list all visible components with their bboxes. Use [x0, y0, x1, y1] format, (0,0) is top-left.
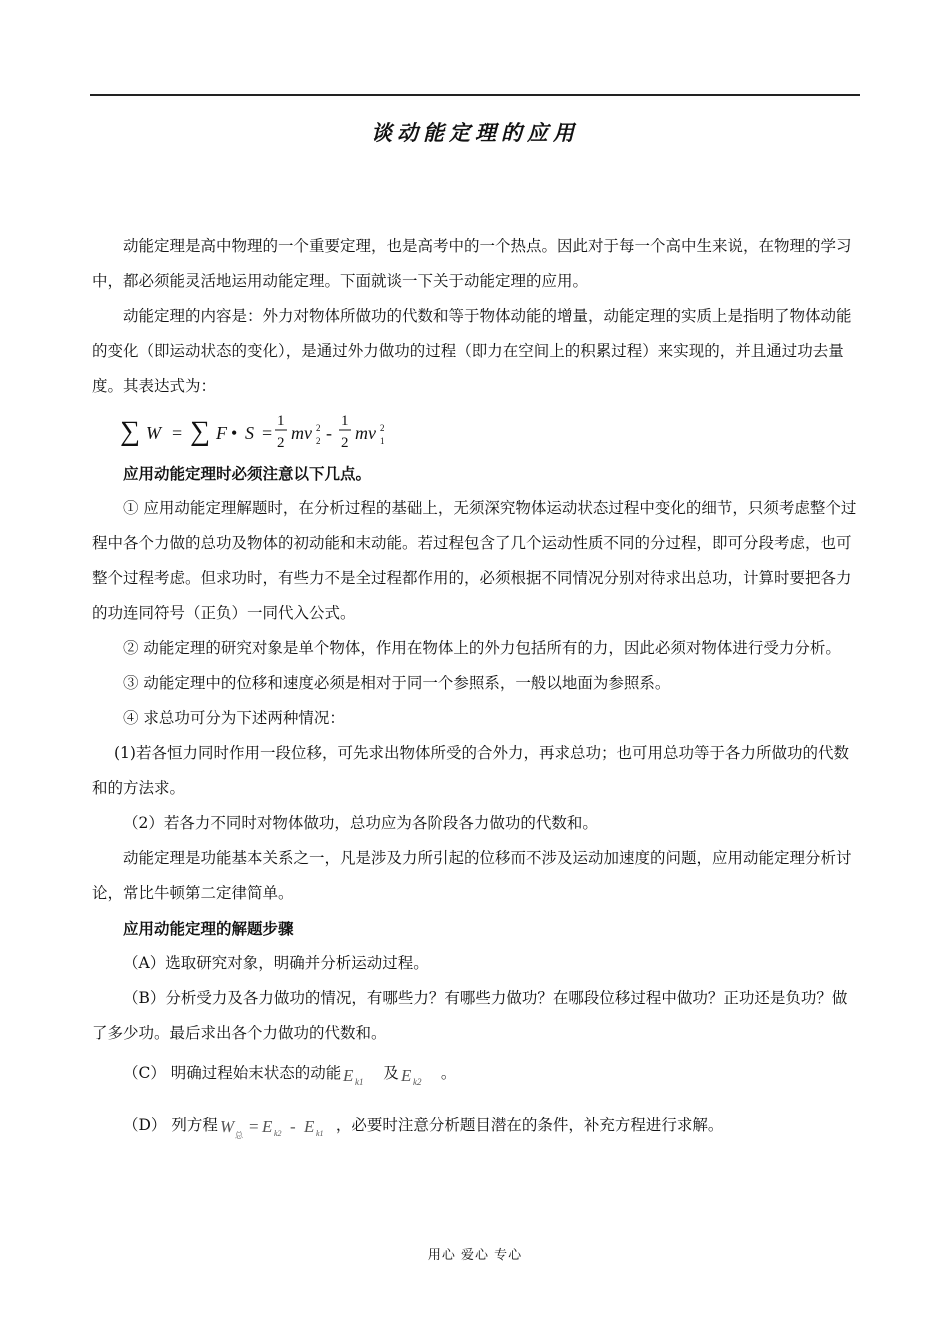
- equation-subscript-k1: k1: [315, 1129, 324, 1138]
- note-3: ③ 动能定理中的位移和速度必须是相对于同一个参照系，一般以地面为参照系。: [123, 674, 671, 692]
- formula-svg: [120, 404, 440, 456]
- equation-subscript-k2: k2: [273, 1129, 282, 1138]
- step-d-suffix: ，必要时注意分析题目潜在的条件，补充方程进行求解。: [335, 1116, 724, 1134]
- document-title: 谈动能定理的应用: [371, 120, 579, 145]
- step-c: [92, 1051, 862, 1095]
- step-d: [92, 1103, 862, 1147]
- equation-minus: -: [289, 1117, 296, 1136]
- steps-heading: 应用动能定理的解题步骤: [123, 919, 294, 938]
- total-subscript: 总: [234, 1131, 243, 1140]
- kinetic-energy-initial: [341, 1059, 383, 1089]
- step-b: （B）分析受力及各力做功的情况，有哪些力？有哪些力做功？在哪段位移过程中做功？正功还是负功？做了多少功。最后求出各个力做功的代数和。: [92, 989, 848, 1042]
- fraction-numerator-2: 1: [341, 413, 349, 429]
- fraction-denominator: 2: [277, 435, 285, 451]
- equation-energy-final: E: [261, 1117, 273, 1136]
- energy-subscript-2: k2: [412, 1077, 422, 1087]
- note-4: ④ 求总功可分为下述两种情况：: [123, 709, 345, 727]
- mv-initial: mv: [355, 423, 376, 443]
- kinetic-energy-final: [399, 1059, 441, 1089]
- displacement-symbol: S: [245, 423, 254, 443]
- work-energy-equation: [218, 1110, 336, 1142]
- step-d-prefix: （D） 列方程: [123, 1116, 218, 1134]
- paragraph-content: 动能定理的内容是：外力对物体所做功的代数和等于物体动能的增量，动能定理的实质上是指明了物体动能的变化（即运动状态的变化），是通过外力做功的过程（即力在空间上的积累过程）来实现的，并且通过功去量度。其表达式为：: [92, 307, 852, 395]
- equals-sign-2: =: [262, 423, 273, 443]
- superscript-initial: 2: [380, 423, 385, 433]
- page-footer: 用心 爱心 专心: [427, 1248, 523, 1263]
- paragraph-intro: 动能定理是高中物理的一个重要定理，也是高考中的一个热点。因此对于每一个高中生来说，在物理的学习中，都必须能灵活地运用动能定理。下面就谈一下关于动能定理的应用。: [92, 237, 852, 290]
- summary: 动能定理是功能基本关系之一，凡是涉及力所引起的位移而不涉及运动加速度的问题，应用动能定理分析讨论，常比牛顿第二定律简单。: [92, 849, 852, 902]
- case-2: （2）若各力不同时对物体做功，总功应为各阶段各力做功的代数和。: [123, 814, 598, 832]
- equals-sign: =: [172, 423, 183, 443]
- sum-symbol-2: ∑: [190, 416, 210, 447]
- energy-symbol-2: E: [400, 1066, 412, 1085]
- notes-heading: 应用动能定理时必须注意以下几点。: [123, 464, 372, 483]
- document-body: [92, 229, 862, 1147]
- sum-symbol: ∑: [120, 416, 140, 447]
- case-1: (1)若各恒力同时作用一段位移，可先求出物体所受的合外力，再求总功；也可用总功等于各力所做功的代数和的方法求。: [92, 744, 849, 797]
- step-c-prefix: （C） 明确过程始末状态的动能: [123, 1064, 342, 1082]
- subscript-final: 2: [316, 436, 321, 446]
- fraction-denominator-2: 2: [341, 435, 349, 451]
- step-c-and: 及: [383, 1064, 399, 1082]
- top-rule: [90, 94, 860, 96]
- subscript-initial: 1: [380, 436, 385, 446]
- energy-subscript: k1: [355, 1077, 364, 1087]
- mv-final: mv: [291, 423, 312, 443]
- equation-energy-initial: E: [303, 1117, 315, 1136]
- step-a: （A）选取研究对象，明确并分析运动过程。: [123, 954, 429, 972]
- energy-symbol: E: [343, 1066, 354, 1085]
- note-1: ① 应用动能定理解题时，在分析过程的基础上，无须深究物体运动状态过程中变化的细节，只须考虑整个过程中各个力做的总功及物体的初动能和末动能。若过程包含了几个运动性质不同的分过程，即可分段考虑，也可整个过程考虑。但求功时，有些力不是全过程都作用的，必须根据不同情况分别对待求出总功，计算时要把各力的功连同符号（正负）一同代入公式。: [92, 499, 857, 622]
- superscript-final: 2: [316, 423, 321, 433]
- minus-sign: -: [326, 423, 332, 443]
- step-c-end: 。: [440, 1064, 457, 1082]
- dot-operator: •: [231, 423, 238, 443]
- kinetic-energy-formula: [92, 404, 862, 456]
- equation-equals: =: [248, 1117, 259, 1136]
- total-work-symbol: W: [219, 1117, 235, 1136]
- work-symbol: W: [146, 423, 161, 443]
- fraction-numerator: 1: [277, 413, 285, 429]
- note-2: ② 动能定理的研究对象是单个物体，作用在物体上的外力包括所有的力，因此必须对物体进行受力分析。: [123, 639, 841, 657]
- force-symbol: F: [216, 423, 227, 443]
